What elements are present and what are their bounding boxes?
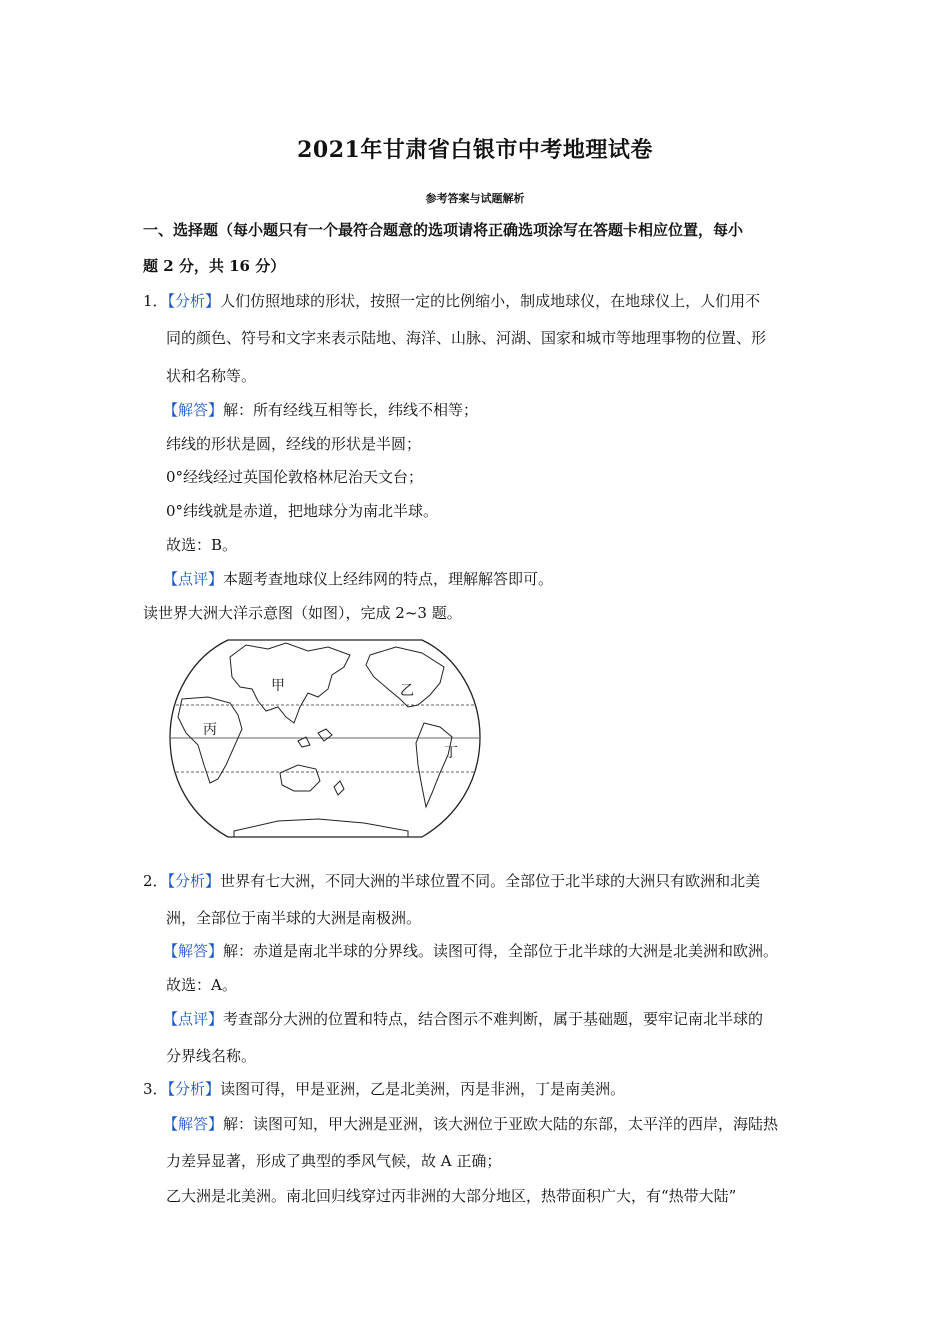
q1-choice: 故选：B。 (166, 536, 238, 554)
continents (178, 643, 452, 837)
answer-text: 解：读图可知，甲大洲是亚洲，该大洲位于亚欧大陆的东部，太平洋的西岸，海陆热 (223, 1115, 779, 1133)
question-number: 2． (143, 872, 168, 890)
q3-answer-line2: 力差异显著，形成了典型的季风气候，故 A 正确； (166, 1152, 502, 1170)
map-label-bing: 丙 (203, 722, 217, 738)
q2-comment-line1 (163, 1009, 763, 1029)
africa-outline (178, 697, 242, 783)
answer-text: 解：赤道是南北半球的分界线。读图可得，全部位于北半球的大洲是北美洲和欧洲。 (223, 942, 779, 960)
analysis-text: 人们仿照地球的形状，按照一定的比例缩小，制成地球仪，在地球仪上，人们用不 (220, 292, 761, 310)
map-frame (170, 640, 480, 837)
comment-tag: 【点评】 (163, 1010, 224, 1028)
australia-outline (280, 765, 320, 791)
comment-text: 考查部分大洲的位置和特点，结合图示不难判断，属于基础题，要牢记南北半球的 (223, 1010, 764, 1028)
q2-choice: 故选：A。 (166, 976, 237, 994)
analysis-tag: 【分析】 (167, 292, 221, 310)
section-heading-line1: 一、选择题（每小题只有一个最符合题意的选项请将正确选项涂写在答题卡相应位置，每小 (143, 221, 744, 239)
answer-text: 解：所有经线互相等长，纬线不相等； (223, 401, 479, 419)
section-heading-line2: 题 2 分，共 16 分） (143, 257, 286, 275)
q2-analysis-line2: 洲，全部位于南半球的大洲是南极洲。 (166, 909, 422, 927)
latitude-lines (171, 705, 479, 772)
q1-analysis-line2: 同的颜色、符号和文字来表示陆地、海洋、山脉、河湖、国家和城市等地理事物的位置、形 (166, 329, 767, 347)
islands-outline (298, 729, 344, 795)
answer-tag: 【解答】 (163, 942, 224, 960)
q3-analysis-line1 (143, 1079, 625, 1099)
q3-answer-line3: 乙大洲是北美洲。南北回归线穿过丙非洲的大部分地区，热带面积广大，有“热带大陆” (166, 1187, 737, 1205)
q1-analysis-line1 (143, 291, 760, 311)
q1-answer-line2: 纬线的形状是圆，经线的形状是半圆； (166, 435, 422, 453)
analysis-tag: 【分析】 (167, 1080, 221, 1098)
comment-text: 本题考查地球仪上经纬网的特点，理解解答即可。 (223, 570, 554, 588)
page-subtitle: 参考答案与试题解析 (425, 192, 525, 205)
analysis-text: 读图可得，甲是亚洲，乙是北美洲，丙是非洲，丁是南美洲。 (220, 1080, 626, 1098)
comment-tag: 【点评】 (163, 570, 224, 588)
question-number: 1． (143, 292, 168, 310)
page-title: 2021年甘肃省白银市中考地理试卷 (297, 137, 653, 163)
q1-answer-line4: 0°纬线就是赤道，把地球分为南北半球。 (166, 502, 439, 520)
q3-answer-line1 (163, 1114, 778, 1134)
south-america-outline (416, 723, 452, 807)
q2-analysis-line1 (143, 871, 760, 891)
q1-answer-line1 (163, 400, 478, 420)
map-label-ding: 丁 (444, 745, 458, 761)
question-number: 3． (143, 1080, 168, 1098)
eurasia-outline (230, 643, 350, 723)
answer-tag: 【解答】 (163, 401, 224, 419)
q2-answer-line1 (163, 941, 778, 961)
analysis-tag: 【分析】 (167, 872, 221, 890)
answer-tag: 【解答】 (163, 1115, 224, 1133)
q1-answer-line3: 0°经线经过英国伦敦格林尼治天文台； (166, 468, 424, 486)
map-label-jia: 甲 (271, 678, 285, 694)
analysis-text: 世界有七大洲，不同大洲的半球位置不同。全部位于北半球的大洲只有欧洲和北美 (220, 872, 761, 890)
world-map-figure (168, 637, 482, 840)
map-label-yi: 乙 (400, 683, 414, 699)
q1-analysis-line3: 状和名称等。 (166, 367, 257, 385)
antarctica-outline (234, 819, 408, 837)
q2-comment-line2: 分界线名称。 (166, 1047, 257, 1065)
q1-comment (163, 569, 553, 589)
map-intro: 读世界大洲大洋示意图（如图），完成 2~3 题。 (143, 604, 462, 622)
